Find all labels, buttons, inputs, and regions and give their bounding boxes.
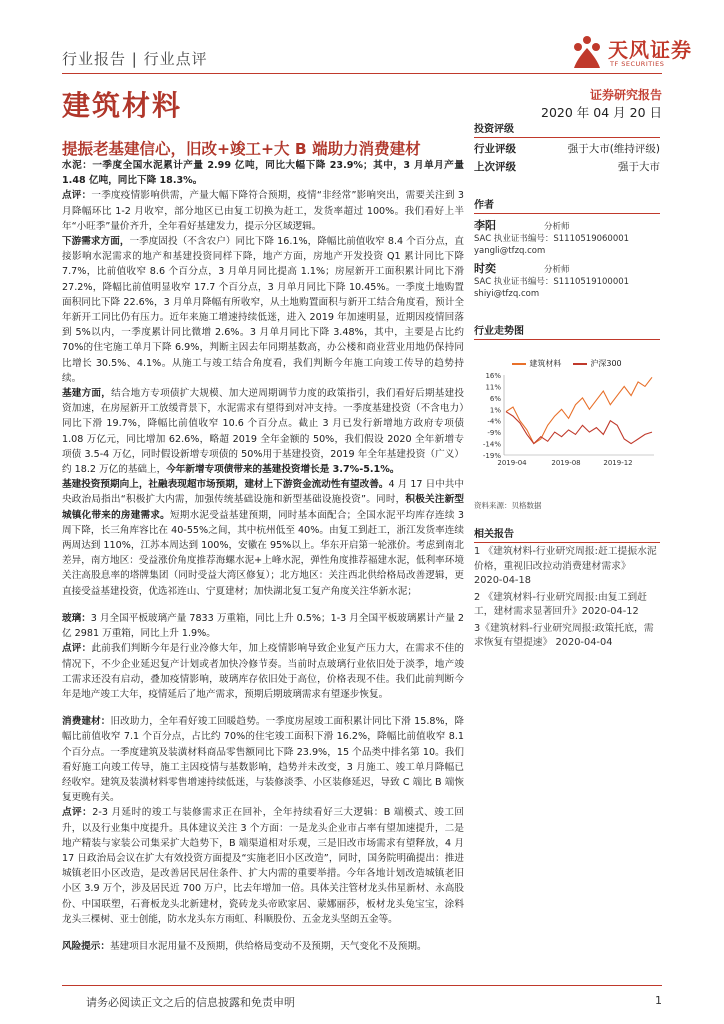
rating-section-title: 投资评级 xyxy=(474,120,660,138)
logo-mark-icon xyxy=(570,34,604,70)
related-list xyxy=(474,545,660,651)
y-tick-label: -19% xyxy=(482,452,501,460)
company-logo xyxy=(570,34,700,74)
prev-rating-label: 上次评级 xyxy=(474,161,516,173)
text: 一季度固投（不含农户）同比下降 16.1%，降幅比前值收窄 8.4 个百分点，直接影响水泥需求的地产和基建投资同样下降，地产方面，房地产开发投资 Q1 累计同比下降 7.7%，比前值收窄 8.6 个百分点，3 月单月同比提高 1.1%；房屋新开工面积累计同比下滑 27.2%，降幅比前值明显收窄 17.7 个百分点，3 月单月同比下降 10.45%。一季度土地购置面积同比下降 22.6%，3 月单月降幅有所收窄，从土地购置面积与新开工结合角度看，预计全年新开工同比仍有压力。近年来施工增速持续低迷，进入 2019 年加速明显，近期因疫情回落到 5%以内，一季度累计同比微增 2.6%。3 月单月同比下降 3.48%，其中，主要是占比约 70%的住宅施工单月下降 6.9%，判断主因去年同期基数高，办公楼和商业营业用地仍保持同比增长 30.5%、4.1%。从施工与竣工结合角度看，我们判断今年施工向竣工传导的趋势持续。 xyxy=(62,236,464,384)
y-tick-label: 16% xyxy=(485,372,501,380)
x-tick-label: 2019-08 xyxy=(551,459,581,467)
bold-text: 点评： xyxy=(62,643,92,655)
report-type: 行业报告 | 行业点评 xyxy=(62,50,208,68)
bold-text: 积极关注新型城镇化带来的房建需求。 xyxy=(62,494,464,521)
text: 结合地方专项债扩大规模、加大逆周期调节力度的政策指引，我们看好后期基建投资加速，在房屋新开工放缓背景下，水泥需求有望得到对冲支持。一季度基建投资（不含电力）同比下滑 19.7%，降幅比前值收窄 10.6 个百分点。截止 3 月已发行新增地方政府专项债 1.08 万亿元，同比增加 62.6%，略超 2019 全年金额的 50%，我们假设 2020 全年新增专项债 3.5-4 万亿，同时假设新增专项债的 50%用于基建投资，2019 年全年基建投资（广义）约 18.2 万亿的基础上， xyxy=(62,388,465,476)
author-block xyxy=(474,220,660,257)
paragraph xyxy=(62,477,464,599)
y-tick-label: -14% xyxy=(482,440,501,449)
paragraph xyxy=(62,805,464,927)
author-role: 分析师 xyxy=(544,222,570,232)
paragraph xyxy=(62,641,464,702)
chart-plot xyxy=(474,369,660,471)
text: 旧改助力，全年看好竣工回暖趋势。一季度房屋竣工面积累计同比下滑 15.8%，降幅比前值收窄 7.1 个百分点，占比约 70%的住宅竣工面积下滑 16.2%，降幅比前值收窄 8.1 个百分点。一季度建筑及装潢材料商品零售额同比下降 23.9%，15 个品类中排名第 10。我们看好施工向竣工传导，施工主因疫情与基数影响，趋势并未改变，3 月施工、竣工单月降幅已经收窄。建筑及装潢材料零售增速持续低迷，与装修淡季、小区装修延迟，导致 C 端比 B 端恢复更晚有关。 xyxy=(62,716,465,804)
bold-text: 风险提示： xyxy=(62,940,110,952)
author-email[interactable]: yangli@tfzq.com xyxy=(474,246,546,256)
series-line-1 xyxy=(506,377,652,443)
author-cert: SAC 执业证书编号：S1110519100001 xyxy=(474,277,630,287)
text: 2-3 月延时的竣工与装修需求正在回补，全年持续看好三大逻辑：B 端模式、竣工回升，以及行业集中度提升。具体建议关注 3 个方面：一是龙头企业市占率有望加速提升，二是地产精装与家装公司集采扩大趋势下，B 端渠道相对乐观，三是旧改市场需求有望释放，4 月 17 日政治局会议在扩大有效投资方面提及“实施老旧小区改造”，同时，国务院明确提出：推进城镇老旧小区改造，是改善居民居住条件、扩大内需的重要举措。今年各地计划改造城镇老旧小区 3.9 万个，涉及居民近 700 万户，比去年增加一倍。具体关注管材龙头伟星新材、永高股份、中国联塑，石膏板龙头北新建材，瓷砖龙头帝欧家居、蒙娜丽莎，板材龙头兔宝宝，涂料龙头三棵树、亚士创能，防水龙头东方雨虹、科顺股份、五金龙头坚朗五金等。 xyxy=(62,807,465,925)
author-name: 李阳 xyxy=(474,219,496,232)
text: 4 月 17 日中共中央政治局指出“积极扩大内需，加强传统基础设施和新型基础设施投资”。同时， xyxy=(62,479,464,506)
paragraph xyxy=(62,188,464,234)
company-name-en: TF SECURITIES xyxy=(610,60,665,68)
text: 一季度疫情影响供需，产量大幅下降符合预期，疫情“非经常”影响突出，需要关注到 3 月降幅环比 1-2 月收窄，部分地区已由复工切换为赶工，发货率超过 100%。我们看好上半年“小旺季”量价齐升，全年看好基建发力，提示分区域逻辑。 xyxy=(62,190,464,232)
text: 基建项目水泥用量不及预期，供给格局变动不及预期，天气变化不及预期。 xyxy=(109,940,427,952)
y-tick-label: -4% xyxy=(487,417,501,426)
paragraph xyxy=(62,158,464,188)
sidebar xyxy=(474,120,660,651)
bold-text: 玻璃： xyxy=(62,612,91,624)
text: 3 月全国平板玻璃产量 7833 万重箱，同比上升 0.5%；1-3 月全国平板玻璃累计产量 2 亿 2981 万重箱，同比上升 1.9%。 xyxy=(62,612,465,640)
text: 此前我们判断今年是行业冷修大年，加上疫情影响导致企业复产压力大，在需求不佳的情况下，不少企业延迟复产计划或者加快冷修节奏。当前时点玻璃行业依旧处于淡季，地产竣工需求还没有启动，叠加疫情影响，玻璃库存依旧处于高位，价格表现不佳。我们此前判断今年是地产竣工大年，疫情延后了地产需求，预期后期玻璃需求有望逐步恢复。 xyxy=(62,643,465,700)
related-item[interactable]: 3《建筑材料-行业研究周报:政策托底，需求恢复有望提速》 2020-04-04 xyxy=(474,622,654,648)
related-item[interactable]: 2 《建筑材料-行业研究周报:由复工到赶工，建材需求显著回升》2020-04-12 xyxy=(474,591,647,617)
header-rule xyxy=(62,73,662,74)
report-title: 提振老基建信心，旧改+竣工+大 B 端助力消费建材 xyxy=(62,140,421,158)
bold-text: 基建投资预期向上，社融表现超市场预期，建材上下游资金流动性有望改善。 xyxy=(62,479,389,491)
prev-rating-row xyxy=(474,159,660,174)
x-tick-label: 2019-12 xyxy=(603,459,633,467)
bold-text: 今年新增专项债带来的基建投资增长是 3.7%-5.1%。 xyxy=(166,464,400,476)
legend-label: 建筑材料 xyxy=(529,359,562,368)
related-section-title: 相关报告 xyxy=(474,525,660,543)
paragraph xyxy=(62,939,464,954)
footer-disclaimer: 请务必阅读正文之后的信息披露和免责申明 xyxy=(86,996,295,1009)
trend-section-title: 行业走势图 xyxy=(474,322,660,340)
legend-item-series2 xyxy=(573,358,621,369)
author-role: 分析师 xyxy=(544,265,570,275)
footer-rule xyxy=(62,985,662,986)
paragraph xyxy=(62,611,464,641)
bold-text: 下游需求方面， xyxy=(62,236,130,248)
x-tick-label: 2019-04 xyxy=(497,459,527,467)
org-label: 证券研究报告 xyxy=(589,88,662,102)
legend-item-series1 xyxy=(512,358,561,369)
bold-text: 基建方面， xyxy=(62,388,112,400)
y-tick-label: 11% xyxy=(485,383,501,392)
trend-chart xyxy=(474,358,660,498)
chart-source: 资料来源：贝格数据 xyxy=(474,501,542,510)
bold-text: 水泥：一季度全国水泥累计产量 2.99 亿吨，同比大幅下降 23.9%；其中，3 月单月产量 1.48 亿吨，同比下降 18.3%。 xyxy=(62,160,464,187)
author-block xyxy=(474,263,660,300)
text: 短期水泥受益基建预期，同时基本面配合；全国水泥平均库存连续 3 周下降，长三角库容比在 40-55%之间，其中杭州低至 40%。由复工到赶工，浙江发货率连续两周达到 110%，江苏本周达到 100%，安徽在 95%以上。华东开启第一轮涨价。考虑到南北差异，南方地区：受益涨价角度推荐海螺水泥+上峰水泥，弹性角度推荐福建水泥，低利率环境关注高股息率的塔牌集团（同时受益大湾区修复）；北方地区：关注西北供给格局改善逻辑，更直接受益基建投资，优选祁连山、宁夏建材；加快湖北复工复产角度关注华新水泥； xyxy=(62,509,465,597)
report-date: 2020 年 04 月 20 日 xyxy=(541,105,662,120)
related-item[interactable]: 1 《建筑材料-行业研究周报:赶工提振水泥价格，重视旧改拉动消费建材需求》 2020-04-18 xyxy=(474,546,657,586)
paragraph xyxy=(62,234,464,386)
legend-label: 沪深300 xyxy=(590,359,622,368)
paragraph xyxy=(62,714,464,805)
bold-text: 消费建材： xyxy=(62,716,111,728)
author-cert: SAC 执业证书编号：S1110519060001 xyxy=(474,234,630,244)
prev-rating-value: 强于大市 xyxy=(618,161,660,173)
industry-title: 建筑材料 xyxy=(62,89,183,122)
industry-rating-value: 强于大市(维持评级) xyxy=(567,143,660,155)
y-tick-label: 6% xyxy=(489,394,501,403)
paragraph xyxy=(62,386,464,477)
author-email[interactable]: shiyi@tfzq.com xyxy=(474,289,540,299)
industry-rating-label: 行业评级 xyxy=(474,143,516,155)
bold-text: 点评： xyxy=(62,190,92,202)
company-name: 天风证券 xyxy=(608,38,692,62)
series-line-2 xyxy=(506,412,652,444)
page-number: 1 xyxy=(655,994,662,1007)
main-body xyxy=(62,158,464,954)
author-name: 时奕 xyxy=(474,262,496,275)
y-tick-label: 1% xyxy=(489,406,501,415)
y-tick-label: -9% xyxy=(487,429,501,438)
bold-text: 点评： xyxy=(62,807,93,819)
industry-rating-row xyxy=(474,141,660,156)
author-section-title: 作者 xyxy=(474,196,660,214)
chart-legend xyxy=(474,358,660,369)
